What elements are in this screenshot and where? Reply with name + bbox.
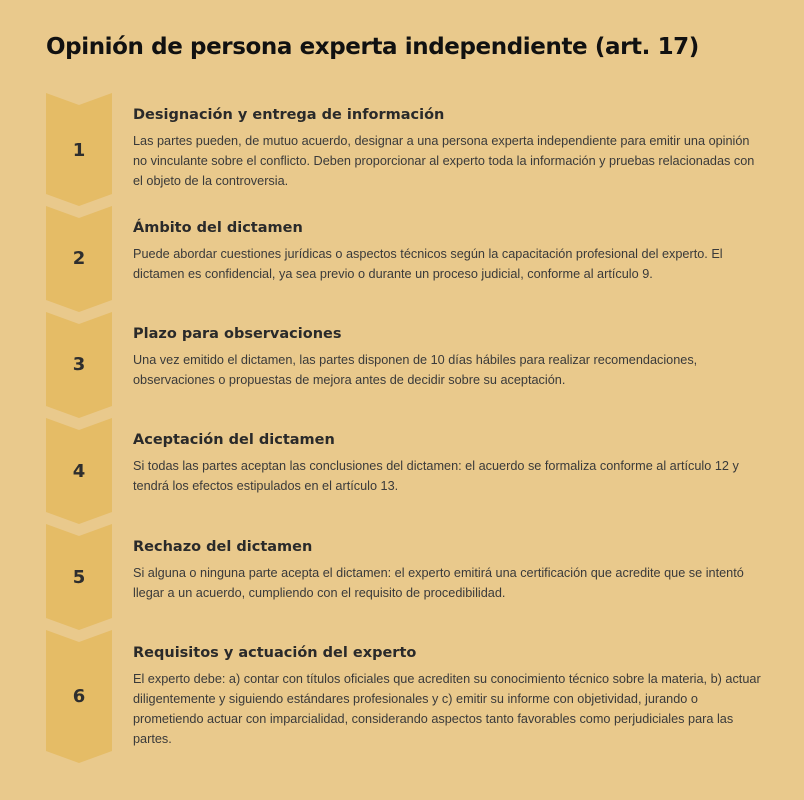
step-title: Requisitos y actuación del experto: [133, 645, 417, 661]
step-text: Las partes pueden, de mutuo acuerdo, designar a una persona experta independiente para emitir una opinión no vinculante sobre el conflicto. Deben proporcionar al experto toda la información y pruebas relacionadas con el objeto de la controversia.: [133, 134, 755, 188]
step-body: [133, 104, 761, 191]
step-number: 3: [72, 354, 86, 375]
step-number: 2: [72, 248, 86, 269]
page-title: Opinión de persona experta independiente (art. 17): [46, 34, 699, 60]
step-body: [133, 642, 761, 749]
step-number: 1: [72, 140, 86, 161]
step-number: 4: [72, 461, 86, 482]
step-body: [133, 536, 761, 603]
step-title: Aceptación del dictamen: [133, 432, 335, 448]
step-text: Si todas las partes aceptan las conclusiones del dictamen: el acuerdo se formaliza conforme al artículo 12 y tendrá los efectos estipulados en el artículo 13.: [133, 459, 739, 493]
step-number: 5: [72, 567, 86, 588]
step-text: Si alguna o ninguna parte acepta el dictamen: el experto emitirá una certificación que acredite que se intentó llegar a un acuerdo, cumpliendo con el requisito de procedibilidad.: [133, 566, 744, 600]
step-text: Una vez emitido el dictamen, las partes disponen de 10 días hábiles para realizar recomendaciones, observaciones o propuestas de mejora antes de decidir sobre su aceptación.: [133, 353, 698, 387]
step-text: El experto debe: a) contar con títulos oficiales que acrediten su conocimiento técnico sobre la materia, b) actuar diligentemente y siguiendo estándares profesionales y c) emitir su informe con objetividad, jurando o prometiendo actuar con imparcialidad, considerando aspectos tanto favorables como perjudiciales para las partes.: [133, 672, 761, 746]
step-body: [133, 217, 761, 284]
step-body: [133, 323, 761, 390]
step-title: Designación y entrega de información: [133, 107, 445, 123]
step-title: Ámbito del dictamen: [133, 220, 303, 236]
step-text: Puede abordar cuestiones jurídicas o aspectos técnicos según la capacitación profesional del experto. El dictamen es confidencial, ya sea previo o durante un proceso judicial, conforme al artículo 9.: [133, 247, 723, 281]
step-number: 6: [72, 686, 86, 707]
step-title: Plazo para observaciones: [133, 326, 342, 342]
step-title: Rechazo del dictamen: [133, 539, 313, 555]
step-body: [133, 429, 761, 496]
